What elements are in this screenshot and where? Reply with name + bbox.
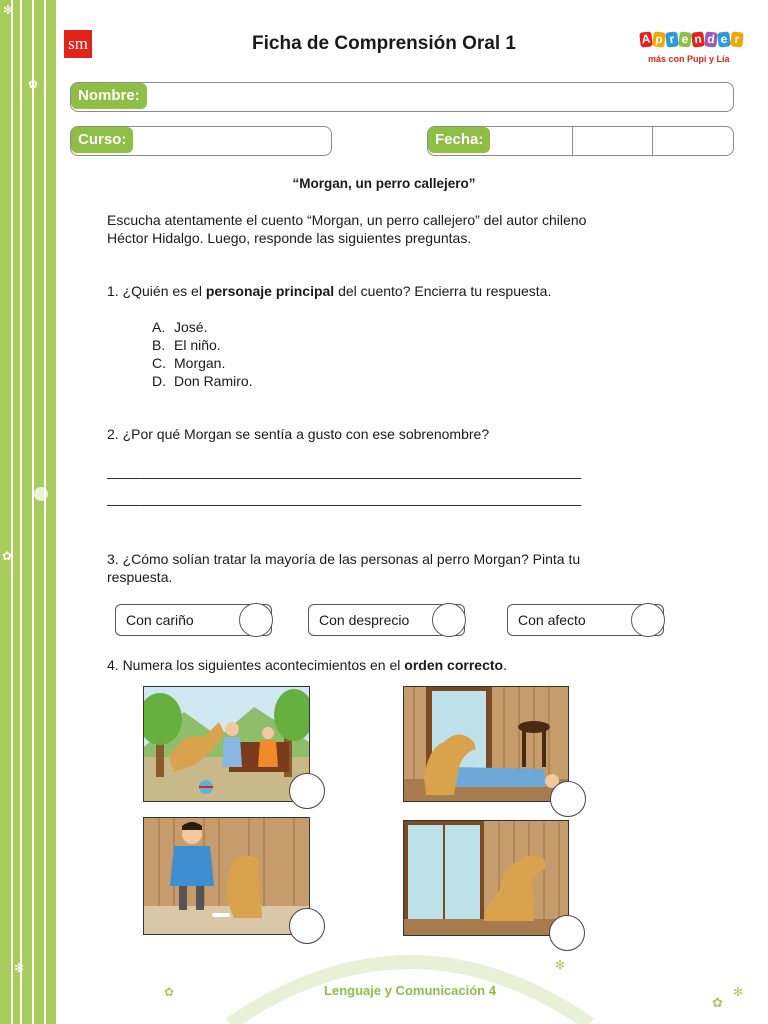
question-2: 2. ¿Por qué Morgan se sentía a gusto con ese sobrenombre?	[107, 426, 490, 442]
option-c[interactable]	[152, 354, 225, 372]
option-text: El niño.	[174, 337, 221, 353]
stripe-divider	[44, 0, 46, 1024]
fecha-field[interactable]	[427, 126, 734, 156]
paint-circle[interactable]	[631, 603, 665, 637]
question-1-prefix: 1. ¿Quién es el	[107, 283, 206, 299]
fecha-day-cell[interactable]	[572, 127, 573, 155]
option-a[interactable]	[152, 318, 207, 336]
brand-letter: A	[640, 31, 651, 47]
snowflake-icon: ✻	[3, 3, 14, 17]
answer-line[interactable]: _________________________________________________________________	[107, 490, 581, 506]
answer-label: Con afecto	[518, 612, 586, 628]
question-4-prefix: 4. Numera los siguientes acontecimientos en el	[107, 657, 405, 673]
brand-letter: r	[665, 31, 679, 47]
question-3-line: 3. ¿Cómo solían tratar la mayoría de las personas al perro Morgan? Pinta tu	[107, 551, 581, 567]
option-b[interactable]	[152, 336, 221, 354]
answer-con-afecto[interactable]	[507, 604, 664, 636]
snowflake-icon: ✻	[733, 985, 744, 999]
brand-letter: e	[717, 31, 731, 47]
option-letter: A.	[152, 319, 166, 335]
order-number-circle[interactable]	[550, 781, 586, 817]
paint-circle[interactable]	[239, 603, 273, 637]
question-1	[107, 282, 551, 300]
illustration-man-fallen-scene	[403, 686, 569, 802]
stripe-divider	[32, 0, 34, 1024]
footer-arc-ornament	[220, 920, 600, 1024]
nombre-label: Nombre:	[71, 83, 147, 109]
flower-icon: ✿	[164, 985, 175, 999]
brand-letter: e	[678, 31, 692, 47]
illustration-park-scene	[143, 686, 310, 802]
brand-word	[640, 30, 744, 48]
curso-field[interactable]	[70, 126, 332, 156]
option-d[interactable]	[152, 372, 253, 390]
answer-line[interactable]: _________________________________________________________________	[107, 463, 581, 479]
question-3-line: respuesta.	[107, 569, 173, 585]
question-4-suffix: .	[503, 657, 507, 673]
option-letter: B.	[152, 337, 166, 353]
intro-line: Héctor Hidalgo. Luego, responde las siguientes preguntas.	[107, 230, 472, 246]
option-letter: C.	[152, 355, 166, 371]
illustration-man-petting-dog-scene	[143, 817, 310, 935]
option-text: Morgan.	[174, 355, 226, 371]
curso-label: Curso:	[71, 127, 133, 153]
intro-line: Escucha atentamente el cuento “Morgan, un perro callejero” del autor chileno	[107, 212, 587, 228]
flower-icon: ✿	[712, 995, 723, 1010]
question-1-emphasis: personaje principal	[205, 283, 335, 299]
brand-letter: r	[730, 31, 744, 47]
option-text: José.	[174, 319, 208, 335]
fecha-label: Fecha:	[428, 127, 490, 153]
nombre-field[interactable]	[70, 82, 734, 112]
circle-ornament-icon	[34, 487, 48, 501]
option-text: Don Ramiro.	[174, 373, 253, 389]
stripe-divider	[11, 0, 13, 1024]
answer-label: Con cariño	[126, 612, 194, 628]
question-4	[107, 656, 507, 674]
illustration-dog-alone-scene	[403, 820, 569, 936]
answer-con-carino[interactable]	[115, 604, 272, 636]
question-4-emphasis: orden correcto	[404, 657, 504, 673]
page-title: Ficha de Comprensión Oral 1	[252, 33, 516, 54]
order-number-circle[interactable]	[289, 773, 325, 809]
paint-circle[interactable]	[432, 603, 466, 637]
answer-con-desprecio[interactable]	[308, 604, 465, 636]
question-1-suffix: del cuento? Encierra tu respuesta.	[334, 283, 552, 299]
brand-logo	[640, 20, 748, 70]
story-title: “Morgan, un perro callejero”	[292, 176, 476, 191]
publisher-logo: sm	[64, 30, 92, 58]
flower-icon: ✿	[28, 77, 39, 91]
flower-icon: ✿	[2, 549, 13, 563]
brand-letter: d	[704, 31, 718, 47]
brand-letter: n	[691, 31, 705, 47]
left-decorative-stripe	[0, 0, 56, 1024]
option-letter: D.	[152, 373, 166, 389]
snowflake-icon: ✻	[14, 961, 25, 975]
fecha-month-cell[interactable]	[652, 127, 653, 155]
stripe-divider	[20, 0, 22, 1024]
answer-label: Con desprecio	[319, 612, 410, 628]
snowflake-icon: ✻	[555, 958, 566, 972]
brand-letter: p	[652, 31, 666, 47]
footer-subject: Lenguaje y Comunicación 4	[324, 983, 496, 998]
brand-subtitle: más con Pupi y Lía	[648, 54, 730, 64]
